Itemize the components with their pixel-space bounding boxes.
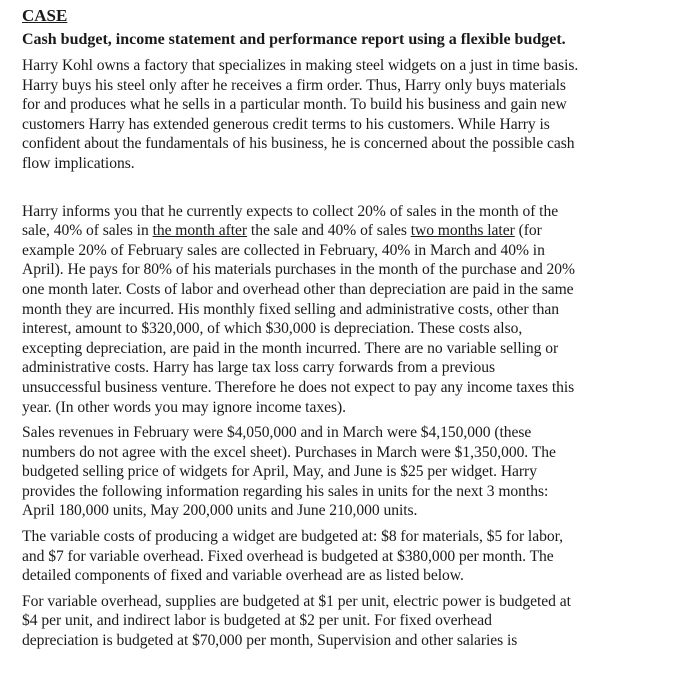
- text-line: and $7 for variable overhead. Fixed overhead is budgeted at $380,000 per month. The: [22, 547, 554, 565]
- text-line: Sales revenues in February were $4,050,000 and in March were $4,150,000 (these: [22, 424, 532, 442]
- text-line: depreciation is budgeted at $70,000 per month, Supervision and other salaries is: [22, 632, 518, 650]
- text-segment: sale, 40% of sales in: [22, 222, 153, 240]
- case-heading: CASE: [22, 6, 68, 25]
- text-line: Harry buys his steel only after he receives a firm order. Thus, Harry only buys materials: [22, 76, 566, 94]
- text-segment: the sale and 40% of sales: [247, 222, 411, 240]
- case-document: [22, 6, 672, 651]
- text-line: one month later. Costs of labor and overhead other than depreciation are paid in the same: [22, 280, 574, 298]
- text-line: excepting depreciation, are paid in the month incurred. There are no variable selling or: [22, 339, 559, 357]
- text-line: April 180,000 units, May 200,000 units and June 210,000 units.: [22, 502, 418, 520]
- underlined-phrase-month-after: the month after: [152, 222, 248, 240]
- paragraph-sales: [22, 423, 672, 521]
- text-line: April). He pays for 80% of his materials purchases in the month of the purchase and 20%: [22, 261, 575, 279]
- case-subtitle: Cash budget, income statement and performance report using a flexible budget.: [22, 31, 566, 48]
- text-line: for and produces what he sells in a particular month. To build his business and gain new: [22, 96, 567, 114]
- text-line: Harry Kohl owns a factory that specializes in making steel widgets on a just in time basis.: [22, 57, 579, 74]
- text-line: month they are incurred. His monthly fixed selling and administrative costs, other than: [22, 300, 559, 318]
- text-line: year. (In other words you may ignore income taxes).: [22, 398, 346, 416]
- text-line: customers Harry has extended generous credit terms to his customers. While Harry is: [22, 115, 550, 133]
- paragraph-intro: [22, 56, 672, 174]
- text-line: [22, 221, 672, 241]
- text-line: example 20% of February sales are collected in February, 40% in March and 40% in: [22, 241, 545, 259]
- text-line: budgeted selling price of widgets for April, May, and June is $25 per widget. Harry: [22, 463, 537, 481]
- paragraph-collections: [22, 202, 672, 418]
- underlined-phrase-two-months-later: two months later: [410, 222, 515, 240]
- text-line: confident about the fundamentals of his business, he is concerned about the possible cash: [22, 135, 575, 153]
- paragraph-overhead: [22, 592, 672, 651]
- text-line: interest, amount to $320,000, of which $30,000 is depreciation. These costs also,: [22, 320, 523, 338]
- text-line: For variable overhead, supplies are budgeted at $1 per unit, electric power is budgeted at: [22, 592, 571, 610]
- text-line: flow implications.: [22, 154, 135, 172]
- text-line: unsuccessful business venture. Therefore he does not expect to pay any income taxes this: [22, 378, 575, 396]
- text-line: $4 per unit, and indirect labor is budgeted at $2 per unit. For fixed overhead: [22, 612, 492, 630]
- paragraph-spacer: [22, 174, 672, 202]
- text-line: The variable costs of producing a widget are budgeted at: $8 for materials, $5 for labor,: [22, 528, 563, 546]
- text-line: administrative costs. Harry has large tax loss carry forwards from a previous: [22, 359, 496, 377]
- text-line: Harry informs you that he currently expects to collect 20% of sales in the month of the: [22, 202, 559, 220]
- text-segment: (for: [514, 222, 542, 240]
- text-line: provides the following information regarding his sales in units for the next 3 months:: [22, 482, 549, 500]
- paragraph-variable-costs: [22, 527, 672, 586]
- text-line: detailed components of fixed and variable overhead are as listed below.: [22, 567, 464, 585]
- text-line: numbers do not agree with the excel sheet). Purchases in March were $1,350,000. The: [22, 443, 556, 461]
